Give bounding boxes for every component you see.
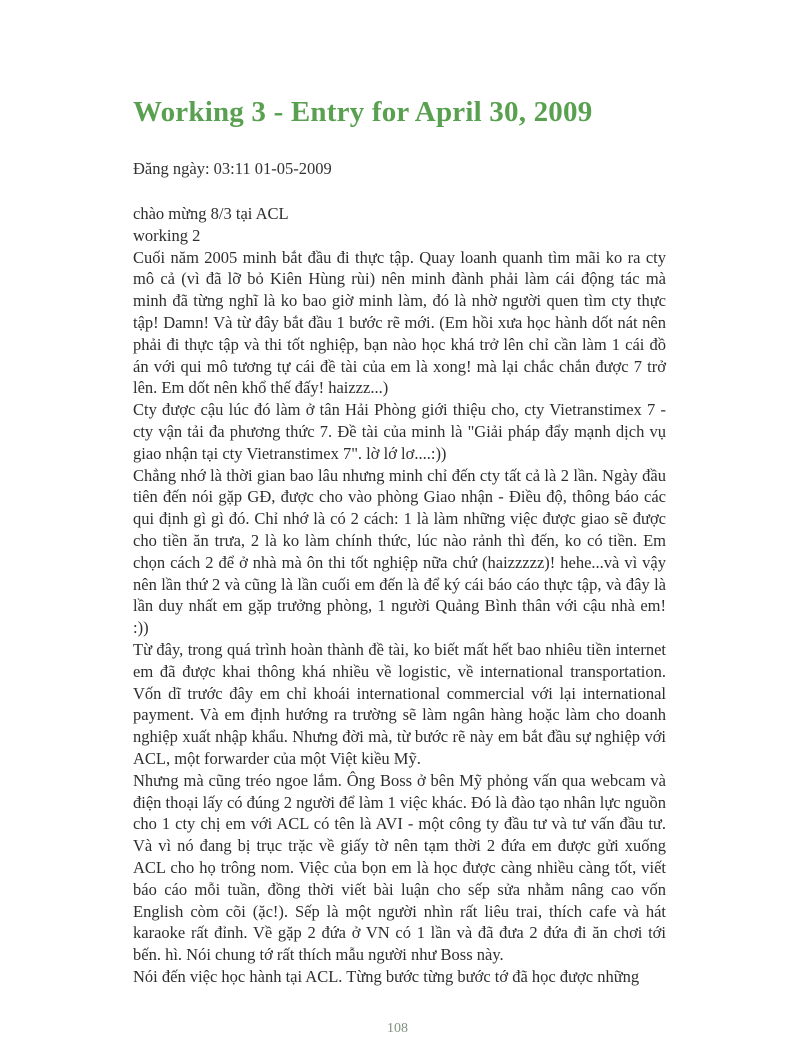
paragraph: Nhưng mà cũng tréo ngoe lắm. Ông Boss ở bên Mỹ phỏng vấn qua webcam và điện thoại lấy có đúng 2 người để làm 1 việc khác. Đó là đào tạo nhân lực nguồn cho 1 cty chị em với ACL có tên là AVI - một công ty đầu tư và tư vấn đầu tư. Và vì nó đang bị trục trặc về giấy tờ nên tạm thời 2 đứa em được gửi xuống ACL cho họ trông nom. Việc của bọn em là học được càng nhiều càng tốt, viết báo cáo mỗi tuần, đồng thời viết bài luận cho sếp sửa nhằm nâng cao vốn English còm cõi (ặc!). Sếp là một người nhìn rất liêu trai, thích cafe và hát karaoke rất đỉnh. Về gặp 2 đứa ở VN có 1 lần và đã đưa 2 đứa đi ăn chơi tới bến. hì. Nói chung tớ rất thích mẫu người như Boss này.	[133, 770, 666, 965]
paragraph-subtitle: working 2	[133, 225, 201, 245]
paragraph-greeting: chào mừng 8/3 tại ACL	[133, 204, 289, 223]
paragraph: Từ đây, trong quá trình hoàn thành đề tài, ko biết mất hết bao nhiêu tiền internet em đã được khai thông khá nhiều về logistic, về international transportation. Vốn dĩ trước đây em chỉ khoái international commercial với lại international payment. Và em định hướng ra trường sẽ làm ngân hàng hoặc làm cho doanh nghiệp xuất nhập khẩu. Nhưng đời mà, từ bước rẽ này em bắt đầu sự nghiệp với ACL, một forwarder của một Việt kiều Mỹ.	[133, 639, 666, 768]
page-number: 108	[387, 1021, 408, 1036]
paragraph: Chẳng nhớ là thời gian bao lâu nhưng minh chỉ đến cty tất cả là 2 lần. Ngày đầu tiên đến nói gặp GĐ, được cho vào phòng Giao nhận - Điều độ, thông báo các qui định gì gì đó. Chỉ nhớ là có 2 cách: 1 là làm những việc được giao sẽ được cho tiền ăn trưa, 2 là ko làm chính thức, lúc nào rảnh thì đến, ko có tiền. Em chọn cách 2 để ở nhà mà ôn thi tốt nghiệp nữa chứ (haizzzzz)! hehe...và vì vậy nên lần thứ 2 và cũng là lần cuối em đến là để ký cái báo cáo thực tập, và đây là lần duy nhất em gặp trưởng phòng, 1 người Quảng Bình thân với cậu nhà em! :))	[133, 465, 666, 638]
entry-content	[133, 203, 666, 988]
paragraph: Nói đến việc học hành tại ACL. Từng bước từng bước tớ đã học được những	[133, 966, 640, 986]
post-date-line: Đăng ngày: 03:11 01-05-2009	[133, 159, 332, 178]
page-title: Working 3 - Entry for April 30, 2009	[133, 96, 593, 128]
paragraph: Cuối năm 2005 minh bắt đầu đi thực tập. Quay loanh quanh tìm mãi ko ra cty mô cả (vì đã lỡ bỏ Kiên Hùng rùi) nên minh đành phải làm cái động tác mà minh đã từng nghĩ là ko bao giờ minh làm, đó là nhờ người quen tìm cty thực tập! Damn! Và từ đây bắt đầu 1 bước rẽ mới. (Em hồi xưa học hành dốt nát nên phải đi thực tập và thi tốt nghiệp, bạn nào học khá trở lên chỉ cần làm 1 cái đồ án với qui mô tương tự cái đề tài của em là xong! mà lại chắc chắn được 7 trở lên. Em dốt nên khổ thế đấy! haizzz...)	[133, 247, 666, 398]
paragraph: Cty được cậu lúc đó làm ở tân Hải Phòng giới thiệu cho, cty Vietranstimex 7 - cty vận tải đa phương thức 7. Đề tài của minh là "Giải pháp đẩy mạnh dịch vụ giao nhận tại cty Vietranstimex 7". lờ lớ lơ....:))	[133, 400, 666, 463]
